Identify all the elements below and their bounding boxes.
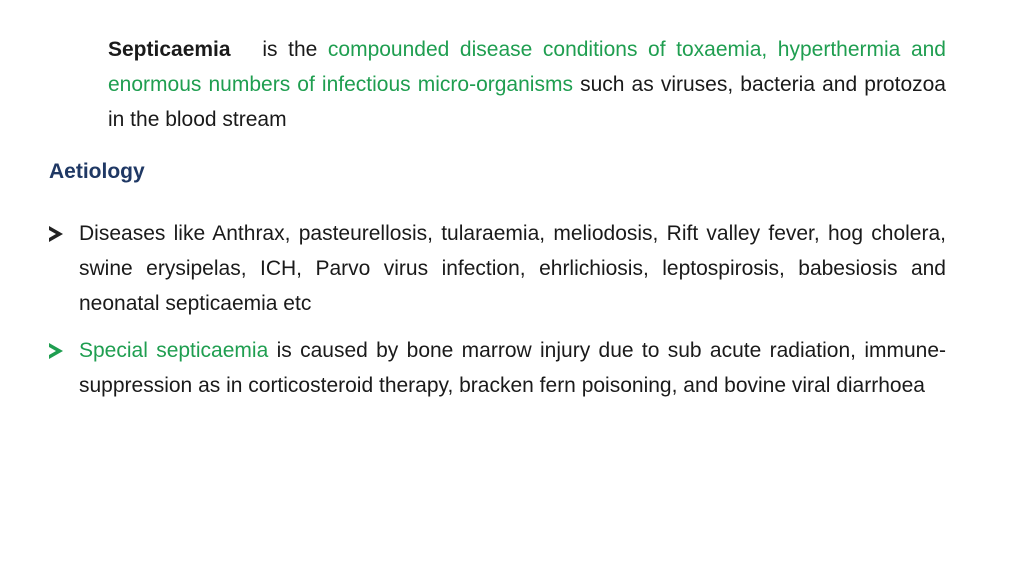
definition-paragraph: [108, 32, 946, 137]
definition-connector: is the: [262, 38, 318, 61]
section-heading-aetiology: Aetiology: [49, 160, 145, 183]
aetiology-list: [49, 216, 946, 415]
bullet-highlight: Special septicaemia: [79, 339, 269, 362]
bullet-text: Diseases like Anthrax, pasteurellosis, tularaemia, meliodosis, Rift valley fever, hog cholera, swine erysipelas, ICH, Parvo virus infection, ehrlichiosis, leptospirosis, babesiosis and neonatal septicaemia etc: [79, 222, 946, 315]
definition-rest: such as viruses, bacteria and protozoa in the blood stream: [108, 73, 946, 131]
bullet-text: is caused by bone marrow injury due to sub acute radiation, immune-suppression as in corticosteroid therapy, bracken fern poisoning, and bovine viral diarrhoea: [79, 339, 946, 397]
list-item: [49, 333, 946, 403]
list-item: [49, 216, 946, 321]
definition-term: Septicaemia: [108, 38, 231, 61]
arrow-bullet-icon: [49, 226, 63, 242]
definition-highlight: compounded disease conditions of toxaemia, hyperthermia and enormous numbers of infectious micro-organisms: [108, 38, 946, 96]
arrow-bullet-icon: [49, 343, 63, 359]
